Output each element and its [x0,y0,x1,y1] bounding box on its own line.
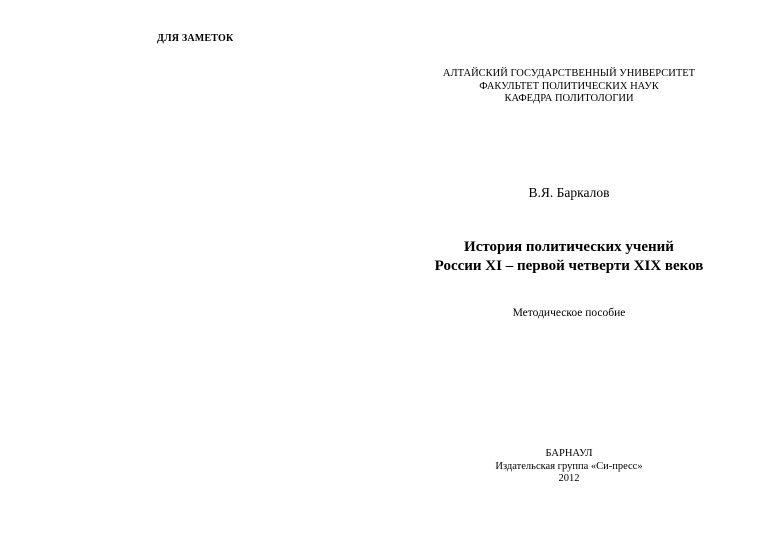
right-page [384,0,768,542]
imprint-publisher: Издательская группа «Си-пресс» [495,460,643,472]
title-line-2: России XI – первой четверти XIX веков [434,258,704,274]
title-line-1: История политических учений [464,239,674,255]
book-subtitle: Методическое пособие [512,307,626,319]
faculty-name: ФАКУЛЬТЕТ ПОЛИТИЧЕСКИХ НАУК [479,80,659,92]
university-name: АЛТАЙСКИЙ ГОСУДАРСТВЕННЫЙ УНИВЕРСИТЕТ [442,68,696,79]
organization-block [384,68,754,106]
department-name: КАФЕДРА ПОЛИТОЛОГИИ [504,93,634,104]
book-title [384,238,754,276]
author-name: В.Я. Баркалов [528,185,610,200]
imprint-block [384,448,754,486]
notes-heading: ДЛЯ ЗАМЕТОК [157,33,234,44]
imprint-city: БАРНАУЛ [545,448,593,459]
imprint-year: 2012 [558,473,580,484]
